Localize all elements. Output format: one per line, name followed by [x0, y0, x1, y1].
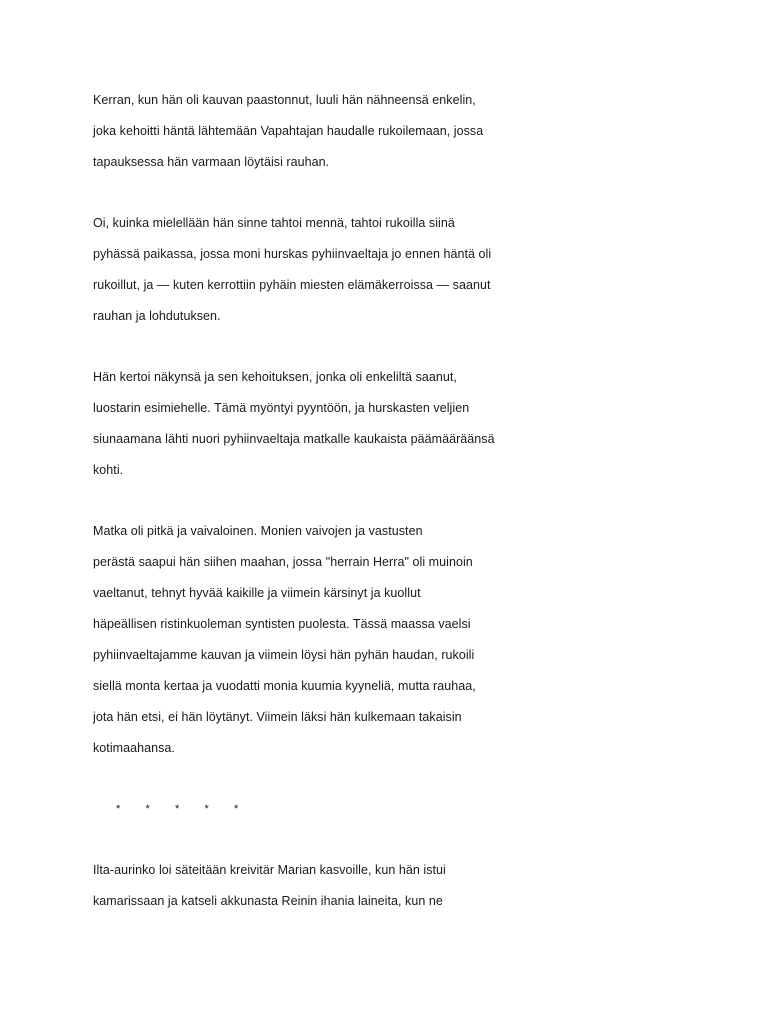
paragraph: [93, 208, 693, 332]
paragraph: [93, 85, 693, 178]
section-separator: [93, 794, 693, 825]
text-line: Matka oli pitkä ja vaivaloinen. Monien vaivojen ja vastusten: [93, 524, 423, 538]
paragraph: [93, 516, 693, 764]
text-line: siellä monta kertaa ja vuodatti monia kuumia kyyneliä, mutta rauhaa,: [93, 679, 476, 693]
text-line: jota hän etsi, ei hän löytänyt. Viimein läksi hän kulkemaan takaisin: [93, 710, 462, 724]
text-line: Kerran, kun hän oli kauvan paastonnut, luuli hän nähneensä enkelin,: [93, 93, 476, 107]
paragraph: [93, 362, 693, 486]
separator-star: *: [145, 803, 150, 815]
document-body: [93, 85, 693, 917]
separator-star: *: [175, 803, 180, 815]
text-line: tapauksessa hän varmaan löytäisi rauhan.: [93, 155, 330, 169]
paragraph-gap: [93, 764, 693, 794]
text-line: Ilta-aurinko loi säteitään kreivitär Marian kasvoille, kun hän istui: [93, 863, 446, 877]
paragraph-gap: [93, 332, 693, 362]
text-line: perästä saapui hän siihen maahan, jossa "herrain Herra" oli muinoin: [93, 555, 473, 569]
text-line: kamarissaan ja katseli akkunasta Reinin ihania laineita, kun ne: [93, 894, 443, 908]
text-line: kotimaahansa.: [93, 741, 175, 755]
text-line: vaeltanut, tehnyt hyvää kaikille ja viimein kärsinyt ja kuollut: [93, 586, 421, 600]
text-line: rauhan ja lohdutuksen.: [93, 309, 221, 323]
text-line: häpeällisen ristinkuoleman syntisten puolesta. Tässä maassa vaelsi: [93, 617, 471, 631]
separator-star: *: [116, 803, 121, 815]
text-line: kohti.: [93, 463, 124, 477]
paragraph-gap: [93, 178, 693, 208]
paragraph-gap: [93, 486, 693, 516]
text-line: joka kehoitti häntä lähtemään Vapahtajan haudalle rukoilemaan, jossa: [93, 124, 484, 138]
text-line: Hän kertoi näkynsä ja sen kehoituksen, jonka oli enkeliltä saanut,: [93, 370, 457, 384]
text-line: pyhässä paikassa, jossa moni hurskas pyhiinvaeltaja jo ennen häntä oli: [93, 247, 492, 261]
paragraph: [93, 855, 693, 917]
separator-star: *: [234, 803, 239, 815]
text-line: luostarin esimiehelle. Tämä myöntyi pyyntöön, ja hurskasten veljien: [93, 401, 470, 415]
paragraph-gap: [93, 825, 693, 855]
text-line: Oi, kuinka mielellään hän sinne tahtoi mennä, tahtoi rukoilla siinä: [93, 216, 455, 230]
text-line: siunaamana lähti nuori pyhiinvaeltaja matkalle kaukaista päämääräänsä: [93, 432, 495, 446]
text-line: rukoillut, ja — kuten kerrottiin pyhäin miesten elämäkerroissa — saanut: [93, 278, 491, 292]
separator-star: *: [204, 803, 209, 815]
text-line: pyhiinvaeltajamme kauvan ja viimein löysi hän pyhän haudan, rukoili: [93, 648, 475, 662]
